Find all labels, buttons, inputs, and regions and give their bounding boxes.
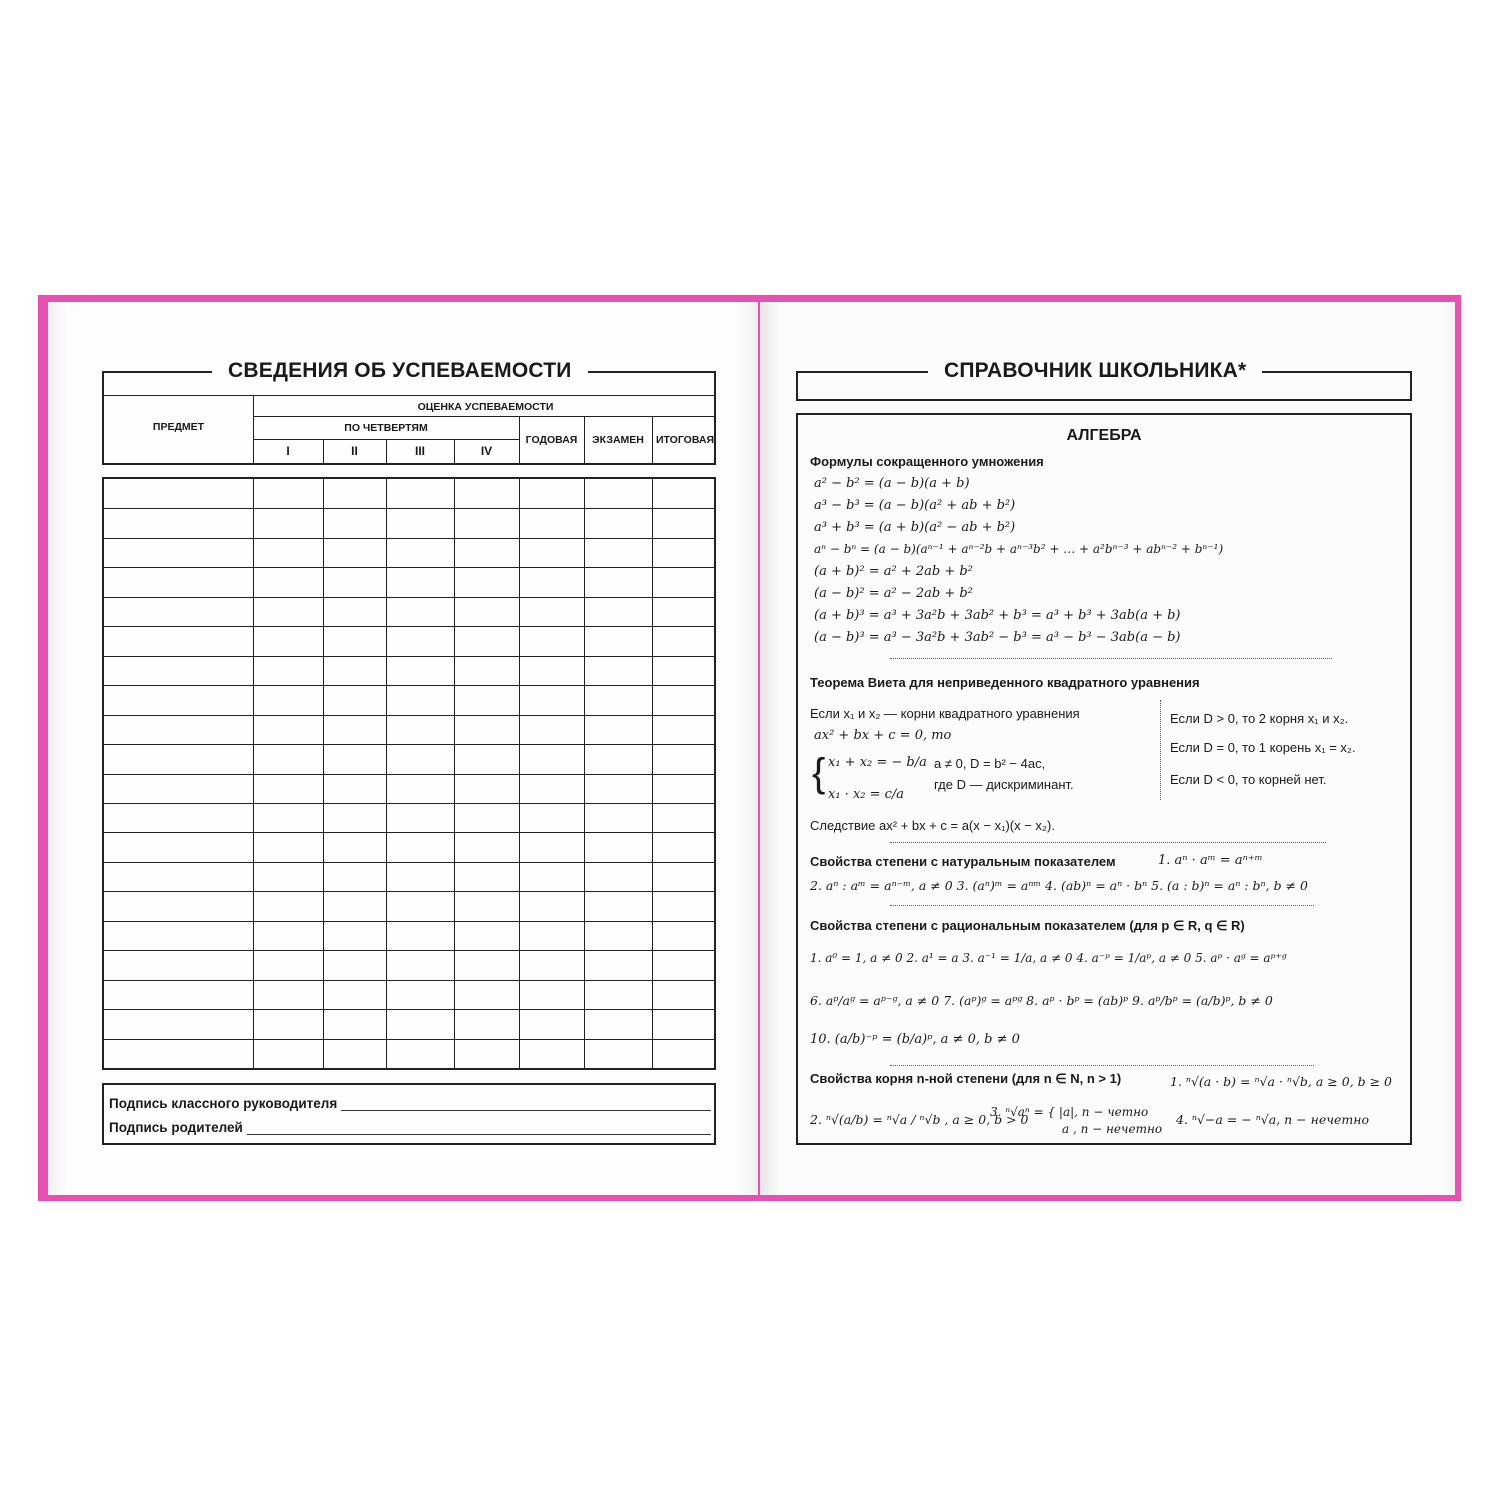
natural-power-title: Свойства степени с натуральным показателем [810,854,1116,869]
header-quarters: ПО ЧЕТВЕРТЯМ [344,422,428,434]
teacher-signature-row [109,1096,711,1111]
separator [890,658,1332,659]
root-property-3b: a , n − нечетно [1062,1122,1163,1136]
grid-row-line [104,774,714,775]
vieta-consequence: Следствие ax² + bx + c = a(x − x₁)(x − x₂). [810,818,1055,833]
reference-title: СПРАВОЧНИК ШКОЛЬНИКА* [928,359,1262,383]
grid-row-line [104,980,714,981]
vieta-title: Теорема Виета для неприведенного квадратного уравнения [810,675,1200,690]
grid-row-line [104,597,714,598]
reference-title-frame [796,359,1412,401]
root-property-2: 2. ⁿ√(a/b) = ⁿ√a / ⁿ√b , a ≥ 0, b > 0 [810,1112,1029,1127]
vieta-product: x₁ · x₂ = c/a [828,787,905,802]
vieta-if: Если x₁ и x₂ — корни квадратного уравнения [810,706,1080,721]
grades-title: СВЕДЕНИЯ ОБ УСПЕВАЕМОСТИ [212,359,588,383]
header-grade: ОЦЕНКА УСПЕВАЕМОСТИ [417,401,554,413]
grid-row-line [104,1039,714,1040]
teacher-signature-label: Подпись классного руководителя [109,1096,338,1111]
rational-power-line-1: 1. a⁰ = 1, a ≠ 0 2. a¹ = a 3. a⁻¹ = 1/a, a ≠ 0 4. a⁻ᵖ = 1/aᵖ, a ≠ 0 5. aᵖ · aᵍ = aᵖ⁺ᵍ [810,951,1287,965]
rational-power-line-3: 10. (a/b)⁻ᵖ = (b/a)ᵖ, a ≠ 0, b ≠ 0 [810,1032,1020,1047]
separator [890,905,1314,906]
grid-row-line [104,626,714,627]
grid-row-line [104,921,714,922]
rational-power-title: Свойства степени с рациональным показателем (для p ∈ R, q ∈ R) [810,918,1245,933]
formula-8: (a − b)³ = a³ − 3a²b + 3ab² − b³ = a³ − b³ − 3ab(a − b) [814,630,1181,645]
right-page [760,302,1455,1195]
header-q2: II [351,444,358,458]
natural-power-1: 1. aⁿ · aᵐ = aⁿ⁺ᵐ [1158,853,1263,868]
parents-signature-row [109,1120,711,1135]
grades-table [102,477,716,1070]
grid-row-line [104,832,714,833]
root-property-3a: 3. ⁿ√aⁿ = { |a|, n − четно [990,1105,1149,1119]
formula-6: (a − b)² = a² − 2ab + b² [814,586,973,601]
grades-title-frame [102,359,716,395]
grid-row-line [104,803,714,804]
vieta-brace: { [812,751,826,795]
grades-header [102,395,716,465]
reference-box [796,413,1412,1145]
formula-7: (a + b)³ = a³ + 3a²b + 3ab² + b³ = a³ + b³ + 3ab(a + b) [814,608,1181,623]
vieta-condition: a ≠ 0, D = b² − 4ac, [934,756,1046,771]
algebra-heading: АЛГЕБРА [1066,427,1142,444]
natural-power-rest: 2. aⁿ : aᵐ = aⁿ⁻ᵐ, a ≠ 0 3. (aⁿ)ᵐ = aⁿᵐ 4. (ab)ⁿ = aⁿ · bⁿ 5. (a : b)ⁿ = aⁿ : bⁿ, b ≠ 0 [810,878,1308,893]
multiplication-formulas-title: Формулы сокращенного умножения [810,454,1044,469]
header-q4: IV [480,444,493,458]
formula-5: (a + b)² = a² + 2ab + b² [814,564,973,579]
signature-box [102,1083,716,1145]
formula-1: a² − b² = (a − b)(a + b) [814,476,970,491]
roots-case-1: Если D > 0, то 2 корня x₁ и x₂. [1170,711,1349,726]
parents-signature-line[interactable] [247,1122,711,1135]
formula-2: a³ − b³ = (a − b)(a² + ab + b²) [814,498,1016,513]
root-properties-title: Свойства корня n-ной степени (для n ∈ N, n > 1) [810,1071,1122,1086]
vieta-discriminant: где D — дискриминант. [934,777,1074,792]
grid-row-line [104,656,714,657]
grid-row-line [104,891,714,892]
header-q3: III [414,444,425,458]
parents-signature-label: Подпись родителей [109,1120,243,1135]
header-annual: ГОДОВАЯ [525,434,578,446]
vieta-equation: ax² + bx + c = 0, то [814,728,952,743]
rational-power-line-2: 6. aᵖ/aᵍ = aᵖ⁻ᵍ, a ≠ 0 7. (aᵖ)ᵍ = aᵖᵍ 8. aᵖ · bᵖ = (ab)ᵖ 9. aᵖ/bᵖ = (a/b)ᵖ, b ≠ 0 [810,993,1273,1008]
separator [890,842,1326,843]
grid-row-line [104,744,714,745]
grid-row-line [104,567,714,568]
formula-3: a³ + b³ = (a + b)(a² − ab + b²) [814,520,1016,535]
grid-row-line [104,715,714,716]
left-page [48,302,758,1195]
grid-row-line [104,1009,714,1010]
header-exam: ЭКЗАМЕН [592,434,644,446]
header-final: ИТОГОВАЯ [655,434,715,446]
header-subject: ПРЕДМЕТ [152,421,205,433]
grid-row-line [104,538,714,539]
formula-4: aⁿ − bⁿ = (a − b)(aⁿ⁻¹ + aⁿ⁻²b + aⁿ⁻³b² + … + a²bⁿ⁻³ + abⁿ⁻² + bⁿ⁻¹) [814,542,1224,556]
grid-row-line [104,862,714,863]
root-property-4: 4. ⁿ√−a = − ⁿ√a, n − нечетно [1176,1112,1370,1127]
header-q1: I [286,444,290,458]
separator [890,1065,1314,1066]
roots-case-3: Если D < 0, то корней нет. [1170,772,1327,787]
teacher-signature-line[interactable] [341,1098,711,1111]
roots-case-2: Если D = 0, то 1 корень x₁ = x₂. [1170,740,1356,755]
grid-row-line [104,508,714,509]
root-property-1: 1. ⁿ√(a · b) = ⁿ√a · ⁿ√b, a ≥ 0, b ≥ 0 [1170,1074,1393,1089]
vieta-sum: x₁ + x₂ = − b/a [828,755,927,770]
grid-row-line [104,685,714,686]
grid-row-line [104,950,714,951]
vieta-divider [1160,700,1161,800]
